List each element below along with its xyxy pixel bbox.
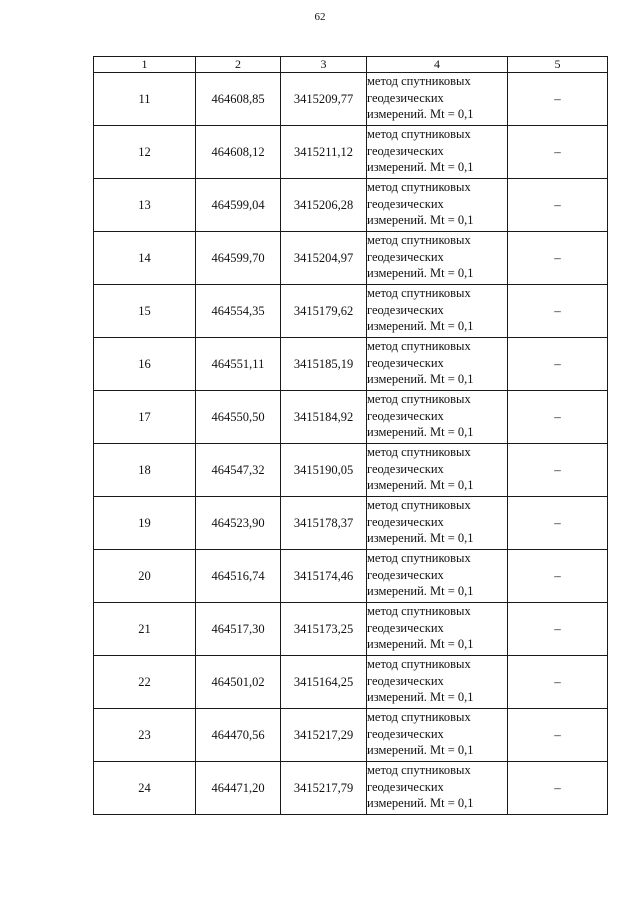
x-coordinate-cell: 464523,90 (196, 497, 281, 550)
method-line: метод спутниковых (367, 657, 471, 671)
method-line: метод спутниковых (367, 180, 471, 194)
table-row (94, 338, 608, 391)
table-row (94, 73, 608, 126)
point-number-cell: 19 (94, 497, 196, 550)
x-coordinate-cell: 464554,35 (196, 285, 281, 338)
point-number-cell: 23 (94, 709, 196, 762)
x-coordinate-cell: 464547,32 (196, 444, 281, 497)
method-line: геодезических (367, 408, 444, 423)
table-row (94, 391, 608, 444)
method-line: измерений. Mt = 0,1 (367, 425, 474, 439)
method-cell (367, 550, 508, 603)
point-number-cell: 17 (94, 391, 196, 444)
x-coordinate-cell: 464470,56 (196, 709, 281, 762)
note-cell: – (508, 126, 608, 179)
method-line: геодезических (367, 726, 444, 741)
note-cell: – (508, 338, 608, 391)
table-row (94, 232, 608, 285)
header-row (94, 57, 608, 73)
method-line: метод спутниковых (367, 498, 471, 512)
point-number-cell: 20 (94, 550, 196, 603)
x-coordinate-cell: 464516,74 (196, 550, 281, 603)
table-row (94, 285, 608, 338)
y-coordinate-cell: 3415179,62 (281, 285, 367, 338)
y-coordinate-cell: 3415217,79 (281, 762, 367, 815)
point-number-cell: 14 (94, 232, 196, 285)
x-coordinate-cell: 464608,85 (196, 73, 281, 126)
method-line: метод спутниковых (367, 233, 471, 247)
method-line: измерений. Mt = 0,1 (367, 478, 474, 492)
y-coordinate-cell: 3415173,25 (281, 603, 367, 656)
table-row (94, 550, 608, 603)
y-coordinate-cell: 3415190,05 (281, 444, 367, 497)
method-line: геодезических (367, 779, 444, 794)
note-cell: – (508, 285, 608, 338)
y-coordinate-cell: 3415184,92 (281, 391, 367, 444)
header-col-1: 1 (94, 57, 196, 73)
table-row (94, 444, 608, 497)
note-cell: – (508, 709, 608, 762)
method-cell (367, 497, 508, 550)
y-coordinate-cell: 3415185,19 (281, 338, 367, 391)
method-cell (367, 444, 508, 497)
x-coordinate-cell: 464599,04 (196, 179, 281, 232)
y-coordinate-cell: 3415211,12 (281, 126, 367, 179)
method-line: измерений. Mt = 0,1 (367, 160, 474, 174)
header-col-4: 4 (367, 57, 508, 73)
x-coordinate-cell: 464551,11 (196, 338, 281, 391)
method-cell (367, 656, 508, 709)
header-col-5: 5 (508, 57, 608, 73)
y-coordinate-cell: 3415217,29 (281, 709, 367, 762)
method-line: измерений. Mt = 0,1 (367, 796, 474, 810)
x-coordinate-cell: 464599,70 (196, 232, 281, 285)
note-cell: – (508, 762, 608, 815)
page-number: 62 (314, 11, 326, 23)
y-coordinate-cell: 3415209,77 (281, 73, 367, 126)
point-number-cell: 22 (94, 656, 196, 709)
method-line: измерений. Mt = 0,1 (367, 584, 474, 598)
method-line: геодезических (367, 461, 444, 476)
method-line: геодезических (367, 302, 444, 317)
method-line: метод спутниковых (367, 763, 471, 777)
method-line: геодезических (367, 143, 444, 158)
method-line: метод спутниковых (367, 604, 471, 618)
note-cell: – (508, 497, 608, 550)
method-line: геодезических (367, 249, 444, 264)
note-cell: – (508, 550, 608, 603)
method-cell (367, 179, 508, 232)
table-row (94, 603, 608, 656)
note-cell: – (508, 179, 608, 232)
method-line: измерений. Mt = 0,1 (367, 266, 474, 280)
note-cell: – (508, 444, 608, 497)
method-line: измерений. Mt = 0,1 (367, 690, 474, 704)
method-line: метод спутниковых (367, 551, 471, 565)
table-row (94, 126, 608, 179)
method-line: метод спутниковых (367, 286, 471, 300)
point-number-cell: 15 (94, 285, 196, 338)
method-cell (367, 285, 508, 338)
note-cell: – (508, 73, 608, 126)
note-cell: – (508, 603, 608, 656)
y-coordinate-cell: 3415164,25 (281, 656, 367, 709)
method-line: геодезических (367, 673, 444, 688)
coordinates-table (93, 56, 608, 815)
method-line: измерений. Mt = 0,1 (367, 372, 474, 386)
method-cell (367, 603, 508, 656)
table-body (94, 73, 608, 815)
method-cell (367, 709, 508, 762)
method-cell (367, 232, 508, 285)
method-cell (367, 338, 508, 391)
method-line: измерений. Mt = 0,1 (367, 213, 474, 227)
note-cell: – (508, 656, 608, 709)
method-line: метод спутниковых (367, 339, 471, 353)
y-coordinate-cell: 3415206,28 (281, 179, 367, 232)
method-cell (367, 391, 508, 444)
x-coordinate-cell: 464550,50 (196, 391, 281, 444)
note-cell: – (508, 391, 608, 444)
header-col-2: 2 (196, 57, 281, 73)
point-number-cell: 16 (94, 338, 196, 391)
method-line: метод спутниковых (367, 127, 471, 141)
table-row (94, 709, 608, 762)
point-number-cell: 11 (94, 73, 196, 126)
table-row (94, 497, 608, 550)
table-row (94, 762, 608, 815)
x-coordinate-cell: 464501,02 (196, 656, 281, 709)
method-line: метод спутниковых (367, 445, 471, 459)
method-line: измерений. Mt = 0,1 (367, 637, 474, 651)
method-line: метод спутниковых (367, 74, 471, 88)
x-coordinate-cell: 464608,12 (196, 126, 281, 179)
x-coordinate-cell: 464471,20 (196, 762, 281, 815)
table-row (94, 656, 608, 709)
point-number-cell: 24 (94, 762, 196, 815)
point-number-cell: 21 (94, 603, 196, 656)
method-cell (367, 73, 508, 126)
y-coordinate-cell: 3415178,37 (281, 497, 367, 550)
y-coordinate-cell: 3415204,97 (281, 232, 367, 285)
point-number-cell: 18 (94, 444, 196, 497)
y-coordinate-cell: 3415174,46 (281, 550, 367, 603)
method-line: геодезических (367, 355, 444, 370)
method-cell (367, 126, 508, 179)
note-cell: – (508, 232, 608, 285)
method-line: геодезических (367, 196, 444, 211)
method-line: измерений. Mt = 0,1 (367, 743, 474, 757)
method-line: метод спутниковых (367, 392, 471, 406)
method-cell (367, 762, 508, 815)
method-line: измерений. Mt = 0,1 (367, 531, 474, 545)
method-line: геодезических (367, 514, 444, 529)
point-number-cell: 13 (94, 179, 196, 232)
header-col-3: 3 (281, 57, 367, 73)
method-line: геодезических (367, 90, 444, 105)
point-number-cell: 12 (94, 126, 196, 179)
method-line: измерений. Mt = 0,1 (367, 319, 474, 333)
table-row (94, 179, 608, 232)
method-line: метод спутниковых (367, 710, 471, 724)
method-line: геодезических (367, 620, 444, 635)
table-header (94, 57, 608, 73)
method-line: измерений. Mt = 0,1 (367, 107, 474, 121)
x-coordinate-cell: 464517,30 (196, 603, 281, 656)
method-line: геодезических (367, 567, 444, 582)
